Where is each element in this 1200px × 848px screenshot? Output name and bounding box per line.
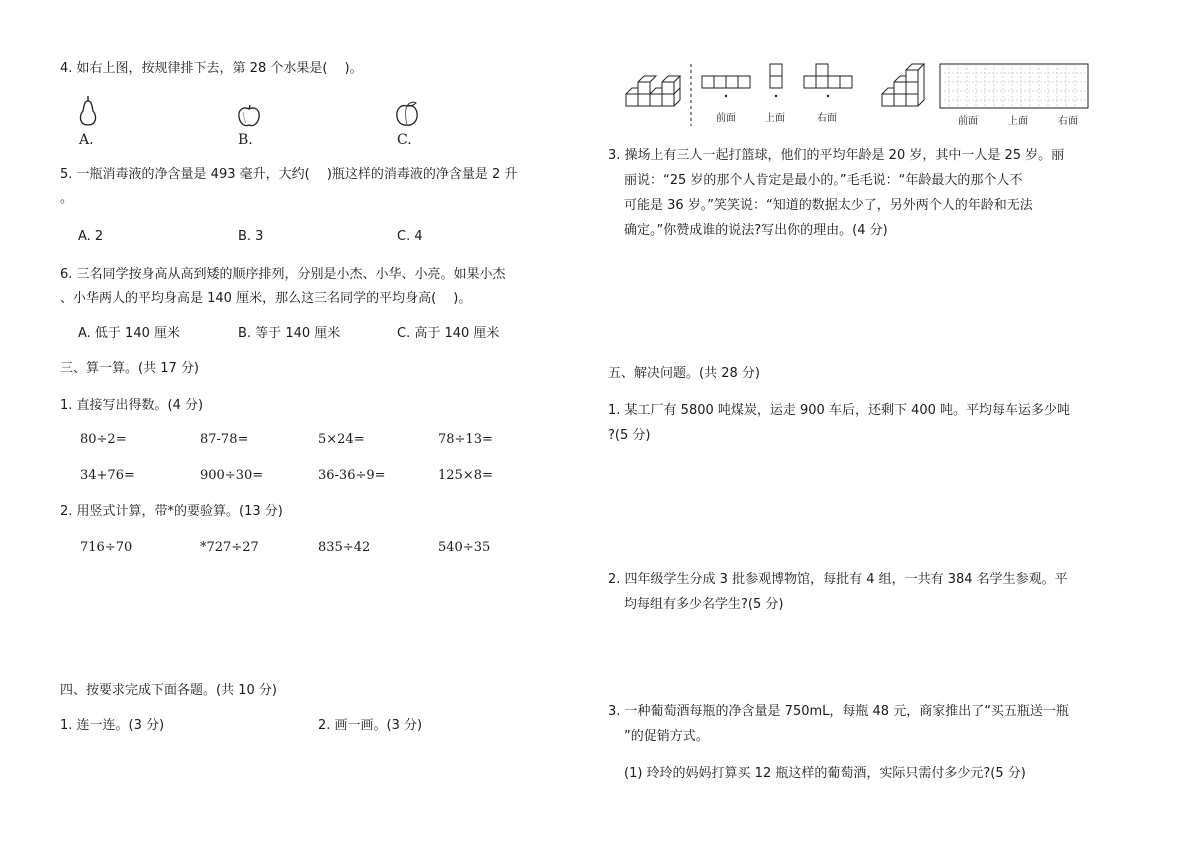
- question-5-line2: 。: [60, 191, 74, 206]
- calc-item: 125×8=: [438, 468, 493, 483]
- q6-option-b: B. 等于 140 厘米: [238, 326, 341, 341]
- section-5-q3-line1: 3. 一种葡萄酒每瓶的净含量是 750mL，每瓶 48 元，商家推出了“买五瓶送一瓶: [608, 704, 1069, 719]
- q6-option-a: A. 低于 140 厘米: [78, 326, 181, 341]
- section-4-title: 四、按要求完成下面各题。(共 10 分): [60, 683, 277, 698]
- q6-option-c: C. 高于 140 厘米: [397, 326, 500, 341]
- calc-item: 900÷30=: [200, 468, 264, 483]
- option-a: A.: [79, 132, 94, 148]
- question-5-line1: 5. 一瓶消毒液的净含量是 493 毫升，大约( )瓶这样的消毒液的净含量是 2 升: [60, 167, 518, 182]
- section-5-q3-sub1: (1) 玲玲的妈妈打算买 12 瓶这样的葡萄酒，实际只需付多少元?(5 分): [624, 766, 1026, 781]
- q5-option-a: A. 2: [78, 229, 104, 244]
- question-3-line3: 可能是 36 岁。”笑笑说：“知道的数据太少了，另外两个人的年龄和无法: [624, 198, 1033, 213]
- view-label-top: 上面: [1008, 116, 1028, 127]
- peach-icon: [394, 100, 420, 128]
- q5-option-c: C. 4: [397, 229, 423, 244]
- question-4-text: 4. 如右上图，按规律排下去，第 28 个水果是( )。: [60, 61, 363, 76]
- calc-item: 87-78=: [200, 432, 249, 447]
- section-5-q1-line2: ?(5 分): [608, 428, 651, 443]
- vertical-calc-item: 716÷70: [80, 540, 133, 555]
- apple-icon: [236, 104, 262, 128]
- section-5-title: 五、解决问题。(共 28 分): [608, 366, 760, 381]
- view-label-top: 上面: [765, 113, 785, 124]
- option-b: B.: [238, 132, 253, 148]
- section-5-q2-line1: 2. 四年级学生分成 3 批参观博物馆，每批有 4 组，一共有 384 名学生参观。平: [608, 572, 1068, 587]
- vertical-calc-item: *727÷27: [200, 540, 259, 555]
- section-5-q2-line2: 均每组有多少名学生?(5 分): [624, 597, 784, 612]
- option-c: C.: [397, 132, 412, 148]
- calc-item: 5×24=: [318, 432, 365, 447]
- question-6-line1: 6. 三名同学按身高从高到矮的顺序排列，分别是小杰、小华、小亮。如果小杰: [60, 267, 506, 282]
- section-4-q2: 2. 画一画。(3 分): [318, 718, 423, 733]
- section-4-q1: 1. 连一连。(3 分): [60, 718, 165, 733]
- section-5-q1-line1: 1. 某工厂有 5800 吨煤炭，运走 900 车后，还剩下 400 吨。平均每车运多少吨: [608, 403, 1071, 418]
- vertical-calc-item: 835÷42: [318, 540, 371, 555]
- calc-item: 80÷2=: [80, 432, 127, 447]
- calc-item: 34+76=: [80, 468, 135, 483]
- calc-item: 36-36÷9=: [318, 468, 386, 483]
- calc-item: 78÷13=: [438, 432, 493, 447]
- section-5-q3-line2: ”的促销方式。: [624, 729, 709, 744]
- question-6-line2: 、小华两人的平均身高是 140 厘米，那么这三名同学的平均身高( )。: [60, 291, 472, 306]
- view-label-front: 前面: [958, 116, 978, 127]
- question-3-line1: 3. 操场上有三人一起打篮球，他们的平均年龄是 20 岁，其中一人是 25 岁。丽: [608, 148, 1065, 163]
- view-label-right: 右面: [817, 113, 837, 124]
- question-3-line4: 确定。”你赞成谁的说法?写出你的理由。(4 分): [624, 223, 888, 238]
- pear-icon: [76, 94, 100, 128]
- question-3-line2: 丽说：“25 岁的那个人肯定是最小的。”毛毛说：“年龄最大的那个人不: [624, 173, 1023, 188]
- section-3-q1-title: 1. 直接写出得数。(4 分): [60, 398, 204, 413]
- q5-option-b: B. 3: [238, 229, 264, 244]
- section-3-q2-title: 2. 用竖式计算，带*的要验算。(13 分): [60, 504, 283, 519]
- view-label-front: 前面: [716, 113, 736, 124]
- view-label-right: 右面: [1058, 116, 1078, 127]
- section-3-title: 三、算一算。(共 17 分): [60, 361, 199, 376]
- vertical-calc-item: 540÷35: [438, 540, 491, 555]
